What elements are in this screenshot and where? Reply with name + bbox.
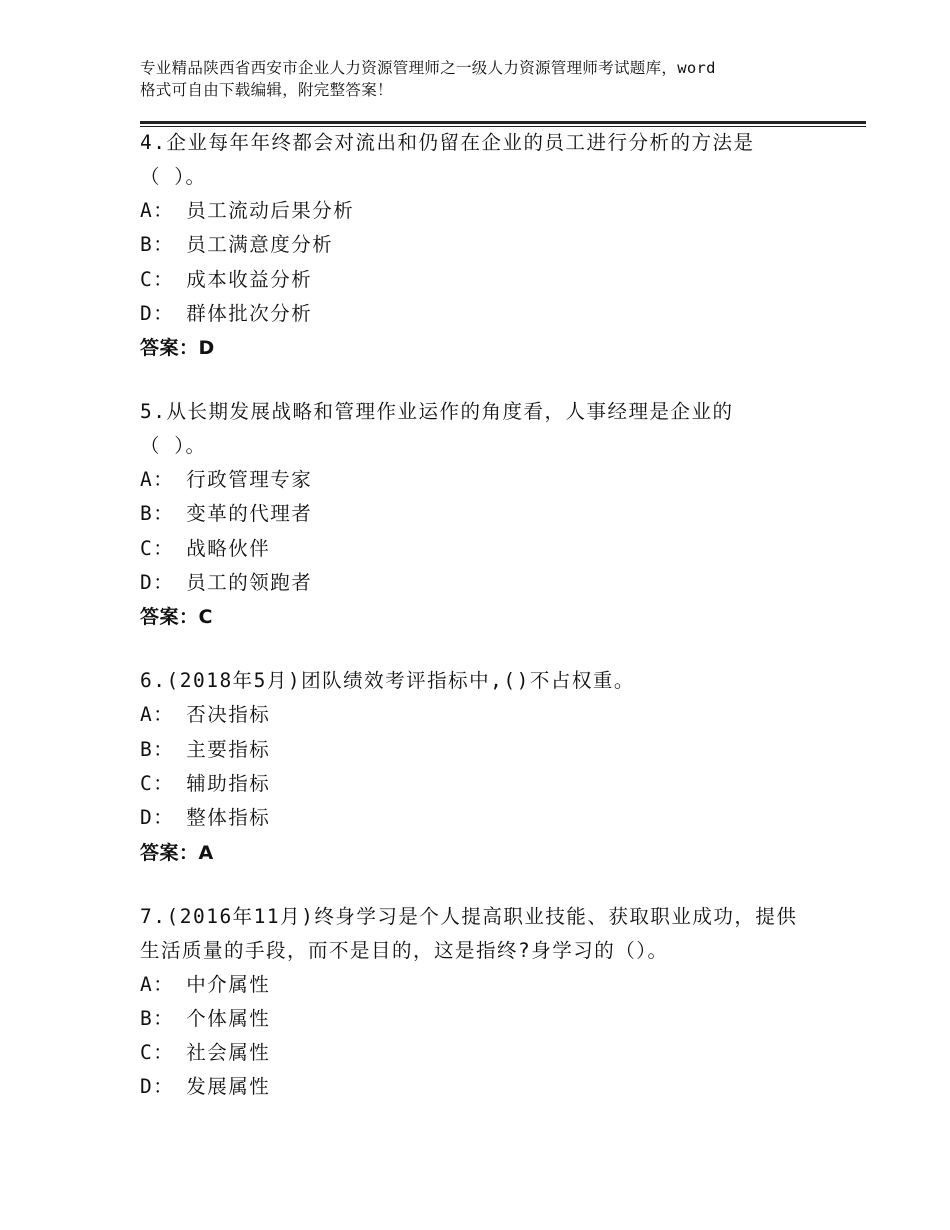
answer-option [140, 297, 830, 331]
option-text: 中介属性 [186, 972, 271, 996]
answer-option [140, 566, 830, 600]
answer-option [140, 532, 830, 566]
option-letter: A： [140, 972, 175, 996]
option-text: 成本收益分析 [186, 267, 313, 291]
answer-option [140, 733, 830, 767]
option-text: 变革的代理者 [186, 502, 313, 526]
option-text: 辅助指标 [186, 771, 271, 795]
option-letter: C： [140, 771, 175, 795]
question-stem-line: 生活质量的手段，而不是目的，这是指终?身学习的（）。 [140, 938, 669, 962]
option-text: 战略伙伴 [186, 536, 271, 560]
option-letter: C： [140, 536, 175, 560]
answer-option [140, 1036, 830, 1070]
question-stem-line: 4.企业每年年终都会对流出和仍留在企业的员工进行分析的方法是 [140, 131, 755, 154]
question-stem-line: （ ）。 [140, 165, 207, 188]
option-text: 个体属性 [186, 1006, 271, 1030]
option-letter: B： [140, 737, 175, 761]
answer-option [140, 1070, 830, 1104]
answer-key: 答案：C [140, 606, 213, 629]
answer-option [140, 767, 830, 801]
option-text: 员工满意度分析 [186, 233, 334, 257]
option-letter: D： [140, 571, 175, 595]
answer-option [140, 194, 830, 228]
option-text: 社会属性 [186, 1041, 271, 1065]
option-text: 主要指标 [186, 737, 271, 761]
question-stem-line: 7.(2016年11月)终身学习是个人提高职业技能、获取职业成功，提供 [140, 904, 798, 928]
answer-option [140, 228, 830, 262]
answer-option [140, 1002, 830, 1036]
option-text: 员工流动后果分析 [186, 199, 355, 222]
question-stem-line: 5.从长期发展战略和管理作业运作的角度看，人事经理是企业的 [140, 400, 734, 424]
option-letter: B： [140, 233, 175, 257]
answer-option [140, 698, 830, 732]
question-block [140, 900, 830, 1105]
answer-option [140, 968, 830, 1002]
option-text: 整体指标 [186, 806, 271, 830]
question-block [140, 126, 830, 365]
option-text: 发展属性 [186, 1075, 271, 1099]
option-text: 否决指标 [186, 703, 271, 727]
option-letter: C： [140, 1041, 175, 1065]
answer-option [140, 463, 830, 497]
option-letter: A： [140, 468, 175, 492]
header-line-1: 专业精品陕西省西安市企业人力资源管理师之一级人力资源管理师考试题库，word [140, 59, 716, 77]
document-header [140, 57, 830, 101]
option-letter: A： [140, 703, 175, 727]
option-text: 行政管理专家 [186, 468, 313, 492]
question-stem-line: 6.(2018年5月)团队绩效考评指标中,()不占权重。 [140, 669, 635, 693]
option-letter: D： [140, 301, 175, 325]
header-line-2: 格式可自由下载编辑，附完整答案！ [140, 81, 393, 99]
question-block [140, 664, 830, 869]
option-letter: A： [140, 199, 175, 222]
option-letter: B： [140, 1006, 175, 1030]
option-text: 群体批次分析 [186, 301, 313, 325]
option-letter: B： [140, 502, 175, 526]
option-text: 员工的领跑者 [186, 571, 313, 595]
question-list [140, 126, 830, 1135]
option-letter: D： [140, 806, 175, 830]
header-divider [140, 121, 866, 124]
option-letter: C： [140, 267, 175, 291]
answer-option [140, 497, 830, 531]
answer-option [140, 801, 830, 835]
answer-key: 答案：A [140, 841, 214, 864]
answer-option [140, 263, 830, 297]
question-block [140, 395, 830, 634]
answer-key: 答案：D [140, 337, 215, 360]
question-stem-line: （ ）。 [140, 434, 207, 458]
option-letter: D： [140, 1075, 175, 1099]
